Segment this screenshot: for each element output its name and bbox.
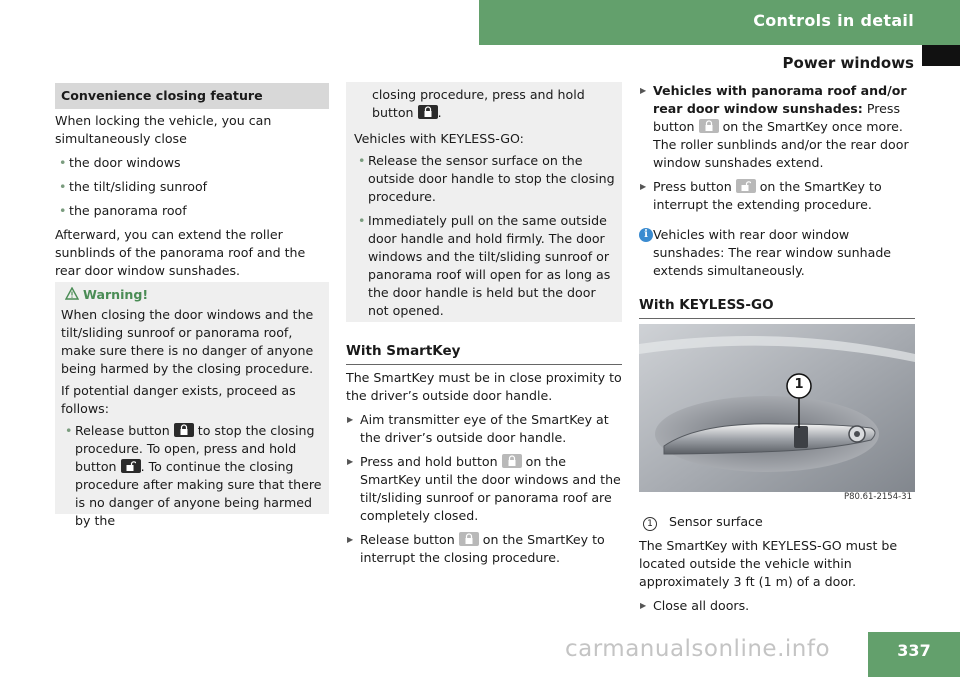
keyless-bullet-2: • Immediately pull on the same outside door handle and hold firmly. The door windows and the tilt/sliding sunroof or panorama roof will open for as long as the door handle is held but the door not opened. — [354, 212, 616, 320]
sunshade-step-part-b: on the SmartKey once more. The roller sunblinds and/or the rear door window sunshades extend. — [653, 119, 909, 170]
convenience-heading: Convenience closing feature — [55, 83, 329, 109]
watermark: carmanualsonline.info — [565, 636, 831, 662]
interrupt-step — [639, 178, 915, 214]
col1-text — [55, 112, 329, 280]
smartkey-step-2 — [346, 453, 622, 525]
warning-bullet-part-b: to stop the closing procedure. To open, press and hold button — [75, 423, 315, 474]
afterward-text: Afterward, you can extend the roller sunblinds of the panorama roof and the rear door window sunshades. — [55, 227, 306, 278]
smartkey-step-1: ▶ Aim transmitter eye of the SmartKey at the driver’s outside door handle. — [346, 411, 622, 447]
keyless-go-heading: With KEYLESS-GO — [639, 296, 915, 319]
keyless-intro: Vehicles with KEYLESS-GO: — [354, 131, 524, 146]
unlock-icon — [736, 179, 756, 193]
sunshade-step — [639, 82, 915, 172]
interrupt-step-part-b: on the SmartKey to interrupt the extending procedure. — [653, 179, 882, 212]
continued-part-b: . — [437, 105, 442, 120]
lock-icon — [459, 532, 479, 546]
info-icon: i — [639, 228, 653, 242]
lock-icon — [502, 454, 522, 468]
keyless-go-text: The SmartKey with KEYLESS-GO must be located outside the vehicle within approximately 3 ft (1 m) of a door. — [639, 538, 898, 589]
page-number: 337 — [868, 632, 960, 677]
warning-text: When closing the door windows and the tilt/sliding sunroof or panorama roof, make sure there is no danger of anyone being harmed by the closing procedure. — [61, 307, 314, 376]
keyless-go-step: ▶ Close all doors. — [639, 597, 915, 615]
bullet-door-windows: • the door windows — [55, 154, 329, 172]
step-3-part-a: Release button — [360, 532, 455, 547]
smartkey-intro: The SmartKey must be in close proximity to the driver’s outside door handle. — [346, 370, 622, 403]
lock-icon — [174, 423, 194, 437]
lock-icon — [418, 105, 438, 119]
callout-number: 1 — [794, 377, 804, 392]
info-text: Vehicles with rear door window sunshades: The rear window sunhade extends simultaneously. — [653, 227, 892, 278]
col3-steps — [639, 82, 915, 280]
warning-icon — [65, 287, 79, 305]
interrupt-step-part-a: Press button — [653, 179, 732, 194]
photo-code: P80.61-2154-31 — [843, 492, 912, 502]
warning-box — [55, 282, 329, 528]
warning-heading — [61, 286, 323, 304]
legend-number: 1 — [643, 517, 657, 531]
step-3-part-b: on the SmartKey to interrupt the closing procedure. — [360, 532, 605, 565]
warning-text-2: If potential danger exists, proceed as follows: — [61, 383, 296, 416]
warning-title: Warning! — [83, 287, 149, 302]
section-title: Controls in detail — [753, 11, 914, 30]
header-marker — [922, 45, 960, 66]
info-note — [639, 226, 915, 280]
continued-text — [352, 86, 616, 122]
subsection-title: Power windows — [782, 54, 914, 72]
col3-bottom — [639, 513, 915, 615]
warning-bullet-part-c: . To continue the closing procedure after making sure that there is no danger of anyone being harmed by the — [75, 459, 322, 528]
legend-label: Sensor surface — [669, 514, 763, 529]
bullet-sunroof: • the tilt/sliding sunroof — [55, 178, 329, 196]
intro-text: When locking the vehicle, you can simultaneously close — [55, 113, 272, 146]
legend-row — [639, 513, 915, 531]
warning-bullet — [61, 422, 323, 530]
warning-bullet-part-a: Release button — [75, 423, 170, 438]
keyless-box — [346, 82, 622, 322]
step-2-part-a: Press and hold button — [360, 454, 498, 469]
sunshade-step-part-a: Press button — [653, 101, 901, 134]
door-handle-photo — [639, 324, 915, 508]
smartkey-step-3 — [346, 531, 622, 567]
keyless-bullet-1: • Release the sensor surface on the outside door handle to stop the closing procedure. — [354, 152, 616, 206]
smartkey-text — [346, 369, 622, 567]
continued-part-a: closing procedure, press and hold button — [372, 87, 585, 120]
unlock-icon — [121, 459, 141, 473]
sunshade-step-bold: Vehicles with panorama roof and/or rear door window sunshades: — [653, 83, 907, 116]
step-2-part-b: on the SmartKey until the door windows and the tilt/sliding sunroof or panorama roof are completely closed. — [360, 454, 621, 523]
smartkey-heading: With SmartKey — [346, 342, 622, 365]
bullet-panorama: • the panorama roof — [55, 202, 329, 220]
lock-icon — [699, 119, 719, 133]
